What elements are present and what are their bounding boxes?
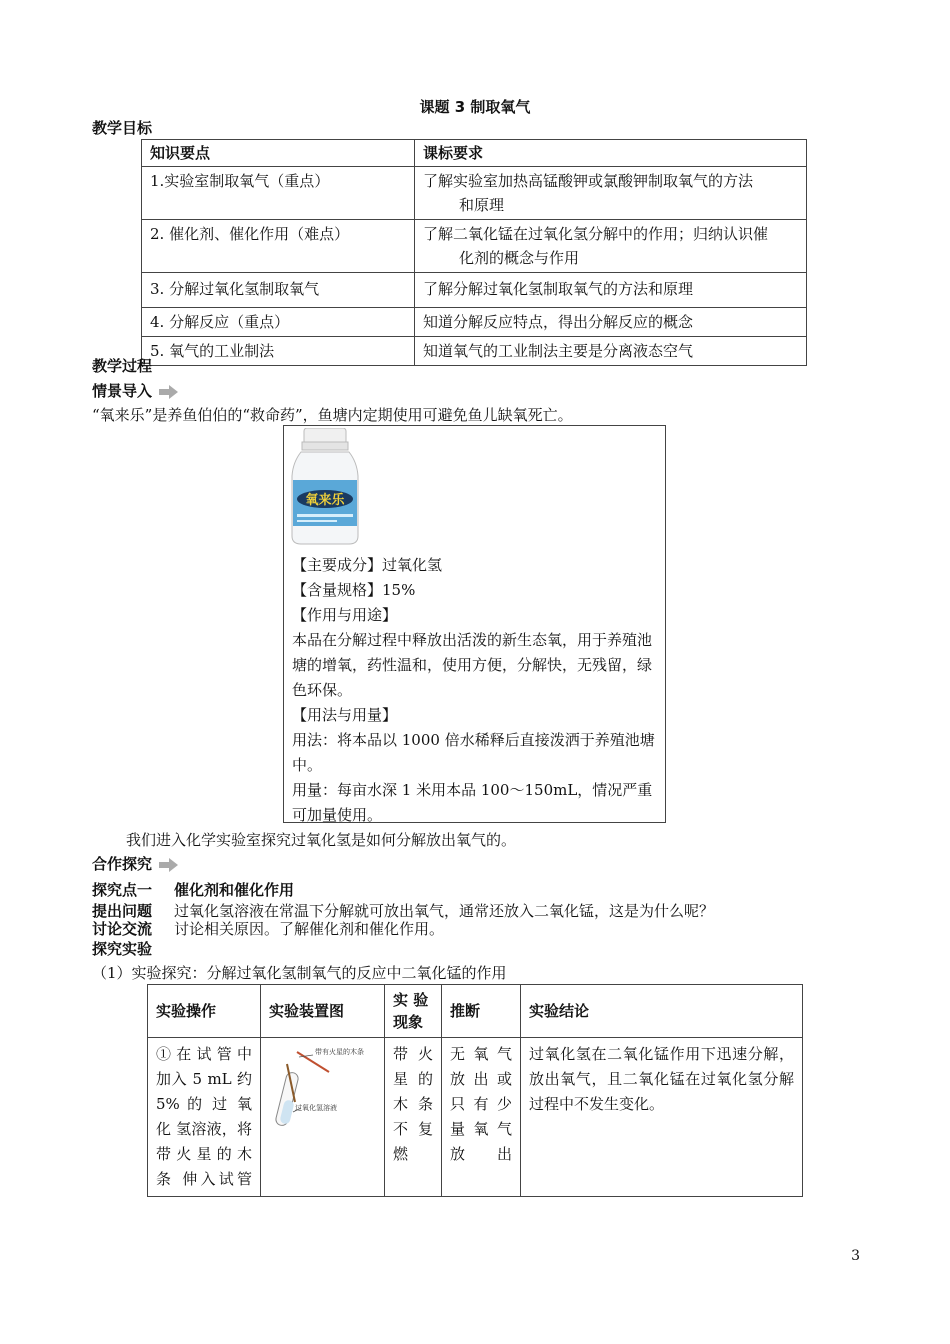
cell-line: 和原理 <box>459 196 505 214</box>
info-line: 【作用与用途】 <box>292 606 398 624</box>
intro-heading-text: 情景导入 <box>92 382 153 400</box>
table-header: 课标要求 <box>415 140 807 167</box>
point1-title: 催化剂和催化作用 <box>174 881 295 899</box>
cell-line: 了解二氧化锰在过氧化氢分解中的作用；归纳认识催 <box>423 225 769 243</box>
info-line: 【用法与用量】 <box>292 706 398 724</box>
info-line: 本品在分解过程中释放出活泼的新生态氧，用于养殖池塘的增氧，药性温和，使用方便，分解快，无残留，绿色环保。 <box>292 631 653 699</box>
table-row <box>148 1038 803 1197</box>
cell-line: 化剂的概念与作用 <box>459 249 580 267</box>
table-row <box>142 273 807 308</box>
experiment-table <box>147 984 803 1197</box>
info-line: 【含量规格】15% <box>292 581 416 599</box>
table-header: 实验结论 <box>521 985 803 1038</box>
table-row <box>142 337 807 366</box>
table-header: 实 验 现象 <box>385 985 442 1038</box>
after-box-text: 我们进入化学实验室探究过氧化氢是如何分解放出氧气的。 <box>126 831 517 849</box>
ask-text: 过氧化氢溶液在常温下分解就可放出氧气，通常还放入二氧化锰，这是为什么呢？ <box>174 902 715 920</box>
table-cell: 知道氧气的工业制法主要是分离液态空气 <box>415 337 807 366</box>
arrow-right-icon <box>159 385 179 399</box>
info-line: 用法：将本品以 1000 倍水稀释后直接泼洒于养殖池塘中。 <box>292 731 655 774</box>
intro-heading <box>92 380 179 401</box>
table-row <box>142 220 807 273</box>
table-header: 知识要点 <box>142 140 415 167</box>
discuss-label: 讨论交流 <box>92 920 153 938</box>
table-cell: ① 在 试 管 中 加入 5 mL 约 5% 的 过 氧 化 氢溶液，将带 火 星 的 木 条 伸入试管 <box>148 1038 261 1197</box>
process-heading: 教学过程 <box>92 357 153 375</box>
coop-heading-text: 合作探究 <box>92 855 153 873</box>
page-title: 课题 3 制取氧气 <box>419 98 531 116</box>
intro-text: “氧来乐”是养鱼伯伯的“救命药”，鱼塘内定期使用可避免鱼儿缺氧死亡。 <box>92 406 573 424</box>
exp-intro: （1）实验探究：分解过氧化氢制氧气的反应中二氧化锰的作用 <box>92 964 507 982</box>
cell-line: 了解实验室加热高锰酸钾或氯酸钾制取氧气的方法 <box>423 172 754 190</box>
ask-label: 提出问题 <box>92 902 153 920</box>
table-cell: 4. 分解反应（重点） <box>142 308 415 337</box>
goals-heading: 教学目标 <box>92 119 153 137</box>
table-cell: 1.实验室制取氧气（重点） <box>142 167 415 220</box>
table-cell: 2. 催化剂、催化作用（难点） <box>142 220 415 273</box>
figure-label-top: 带有火星的木条 <box>315 1048 364 1056</box>
table-cell <box>415 167 807 220</box>
product-info-box <box>283 425 666 823</box>
product-info-text <box>292 553 662 828</box>
info-line: 用量：每亩水深 1 米用本品 100～150mL，情况严重可加量使用。 <box>292 781 653 824</box>
table-header-row <box>142 140 807 167</box>
discuss-text: 讨论相关原因。了解催化剂和催化作用。 <box>174 920 445 938</box>
table-cell: 过氧化氢在二氧化锰作用下迅速分解，放出氧气，且二氧化锰在过氧化氢分解过程中不发生变化。 <box>521 1038 803 1197</box>
table-header: 实验操作 <box>148 985 261 1038</box>
table-cell: 无 氧 气 放 出 或 只 有 少 量 氧 气 放出 <box>442 1038 521 1197</box>
table-header: 实验装置图 <box>261 985 385 1038</box>
table-row <box>142 308 807 337</box>
table-cell: 带 火 星 的 木 条 不 复 燃 <box>385 1038 442 1197</box>
info-line: 【主要成分】过氧化氢 <box>292 556 443 574</box>
exp-heading: 探究实验 <box>92 940 153 958</box>
coop-heading <box>92 853 179 874</box>
table-cell <box>415 220 807 273</box>
figure-cell <box>261 1038 385 1197</box>
figure-label-bottom: 过氧化氢溶液 <box>295 1104 337 1112</box>
table-row <box>142 167 807 220</box>
product-label: 氧来乐 <box>305 493 345 508</box>
table-cell: 了解分解过氧化氢制取氧气的方法和原理 <box>415 273 807 308</box>
goals-table <box>141 139 807 366</box>
table-cell: 5. 氧气的工业制法 <box>142 337 415 366</box>
product-bottle-image <box>289 428 361 546</box>
page-number: 3 <box>851 1248 860 1264</box>
arrow-right-icon <box>159 858 179 872</box>
test-tube-figure <box>269 1042 373 1130</box>
point1-label: 探究点一 <box>92 881 153 899</box>
table-cell: 知道分解反应特点，得出分解反应的概念 <box>415 308 807 337</box>
table-cell: 3. 分解过氧化氢制取氧气 <box>142 273 415 308</box>
table-header: 推断 <box>442 985 521 1038</box>
table-header-row <box>148 985 803 1038</box>
